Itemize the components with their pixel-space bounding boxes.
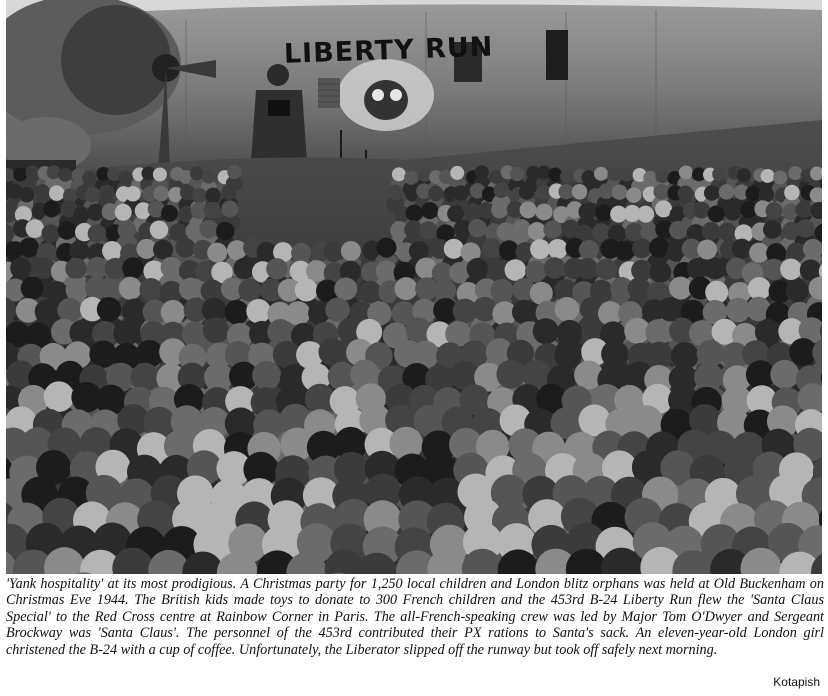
fuselage-window (546, 30, 568, 80)
photo-credit: Kotapish (773, 675, 820, 689)
photo-illustration (6, 0, 822, 574)
historical-photo (6, 0, 822, 574)
photo-caption: 'Yank hospitality' at its most prodigious. A Christmas party for 1,250 local children and London blitz orphans was held at Old Buckenham on Christmas Eve 1944. The British kids made toys to donate to 300 French children and the 453rd B-24 Liberty Run flew the 'Santa Claus Special' to the Red Cross centre at Rainbow Corner in Paris. The all-French-speaking crew was led by Major Tom O'Dwyer and Sergeant Brockway was 'Santa Claus'. The personnel of the 453rd contributed their PX rations to Santa's sack. An eleven-year-old London girl christened the B-24 with a cup of coffee. Unfortunately, the Liberator slipped off the runway but took off safely next morning. (6, 576, 824, 658)
nose-art-text: LIBERTY RUN (283, 31, 494, 70)
crowd-heads (6, 165, 822, 574)
